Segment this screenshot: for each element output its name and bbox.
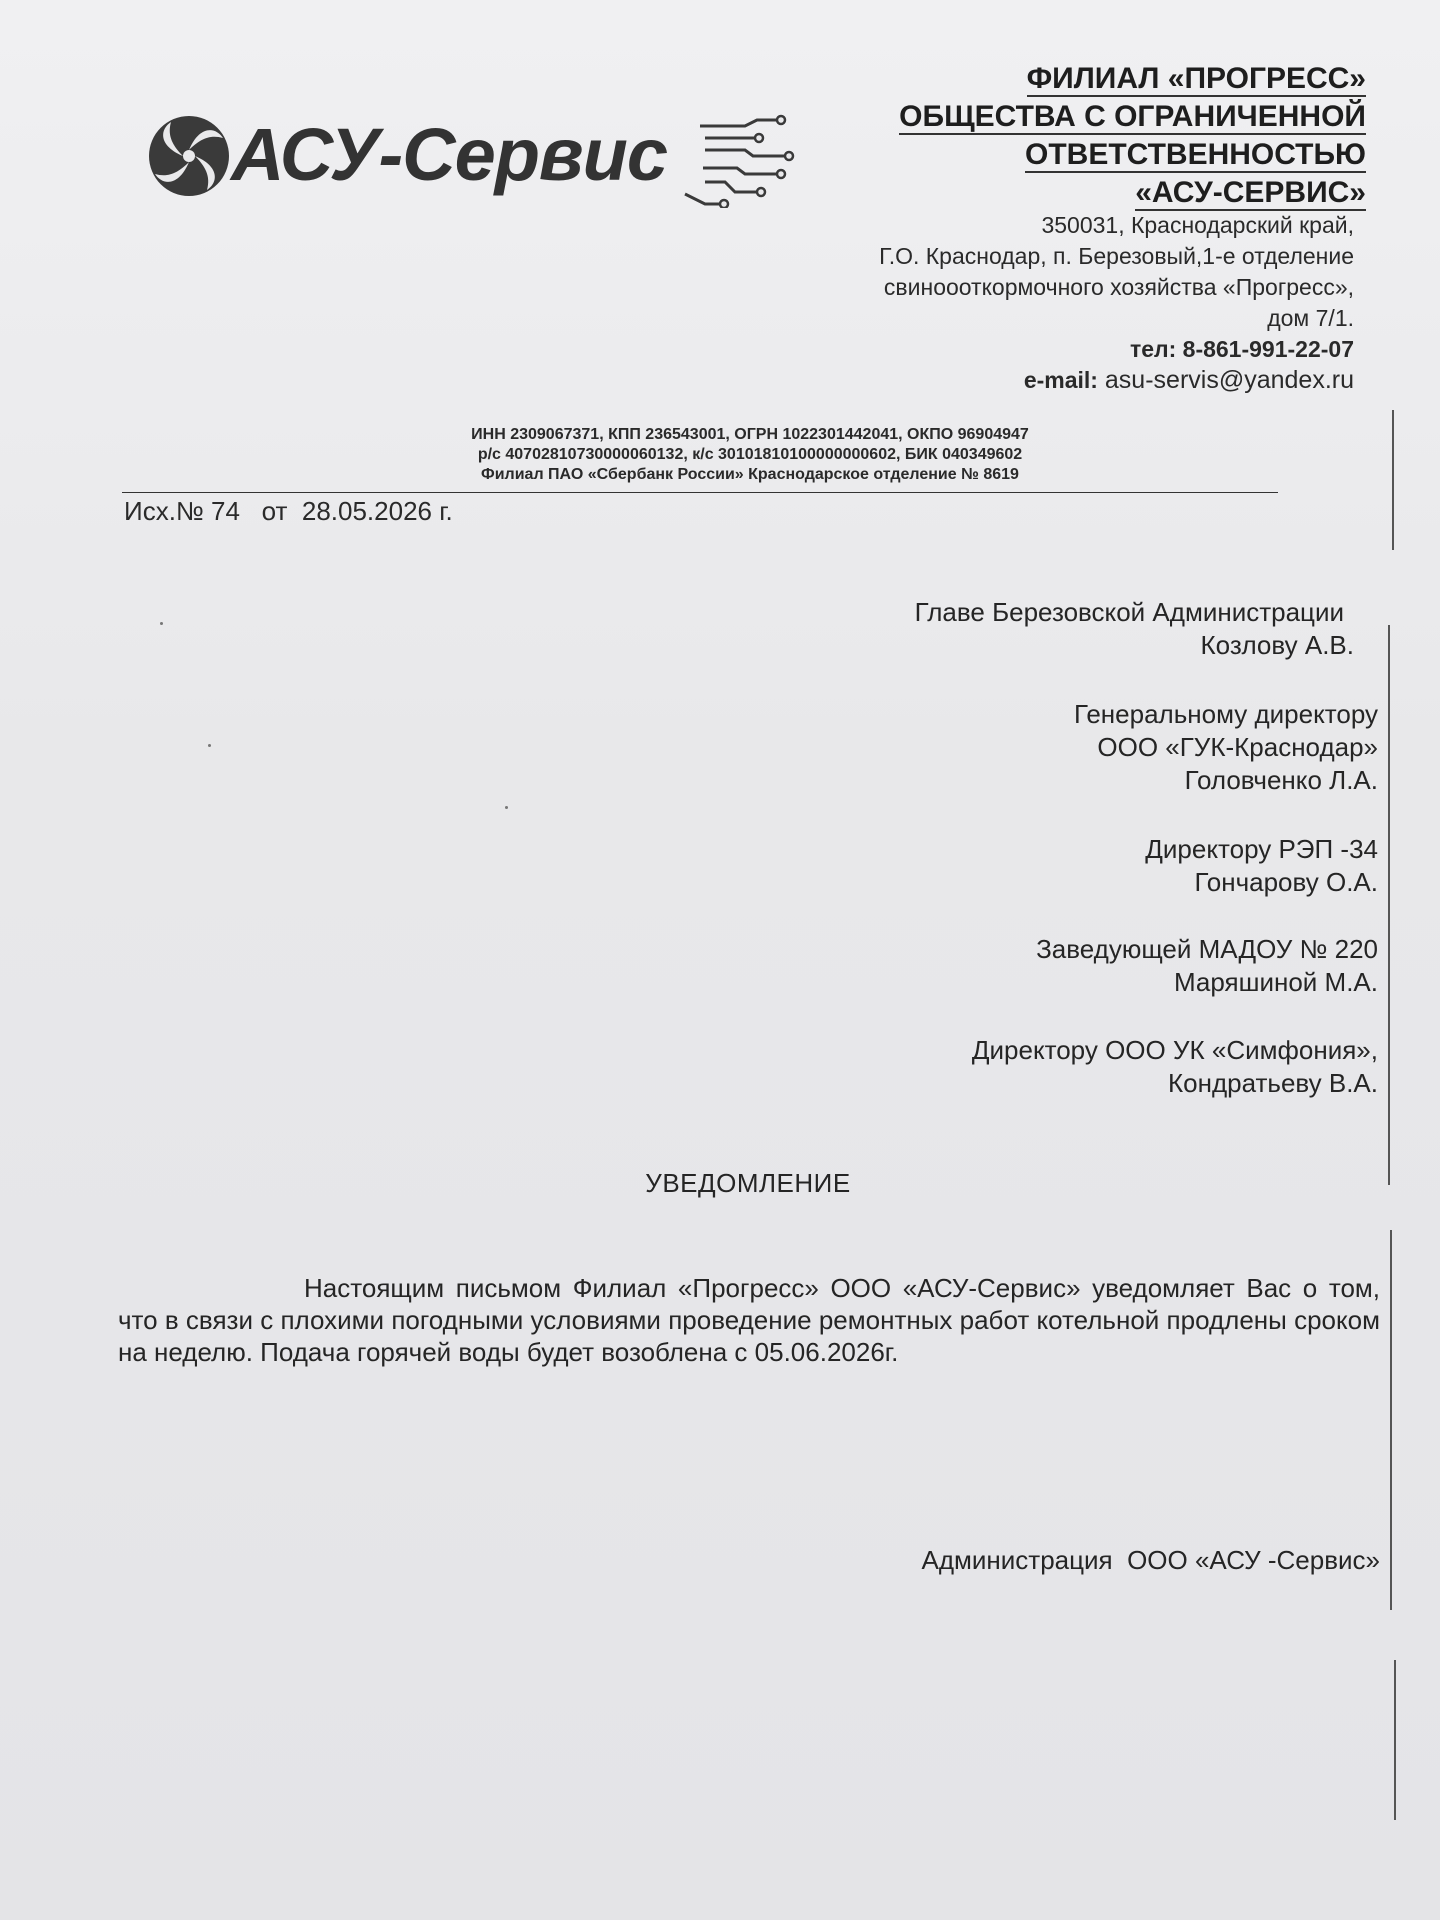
recipient-name: Козлову А.В. — [1200, 630, 1354, 660]
paper-speck — [208, 744, 211, 747]
recipient-position: Заведующей МАДОУ № 220 — [1036, 934, 1378, 964]
recipient-position: Главе Березовской Администрации — [914, 597, 1344, 627]
recipient — [678, 698, 1378, 797]
outgoing-number: Исх.№ 74 от 28.05.2026 г. — [124, 496, 453, 526]
recipient — [644, 596, 1354, 662]
notice-title: УВЕДОМЛЕНИЕ — [645, 1168, 851, 1198]
paper-speck — [505, 806, 508, 809]
bank-line: Филиал ПАО «Сбербанк России» Краснодарское отделение № 8619 — [481, 466, 1019, 483]
paper-edge-mark — [1390, 1230, 1392, 1610]
email-value: asu-servis@yandex.ru — [1104, 366, 1354, 394]
email-label: e-mail: — [1023, 367, 1098, 393]
phone-line: тел: 8-861-991-22-07 — [1129, 336, 1354, 362]
paper-speck — [160, 622, 163, 625]
recipient-name: Гончарову О.А. — [1194, 867, 1378, 897]
recipient-org: ООО «ГУК-Краснодар» — [1097, 732, 1378, 762]
address-line: свиноооткормочного хозяйства «Прогресс», — [883, 274, 1354, 300]
recipient — [678, 1034, 1378, 1100]
organization-name — [806, 60, 1366, 212]
recipient-name: Головченко Л.А. — [1184, 765, 1378, 795]
recipient-name: Маряшиной М.А. — [1173, 967, 1378, 997]
org-line: ОБЩЕСТВА С ОГРАНИЧЕННОЙ — [899, 100, 1366, 133]
org-line: «АСУ-СЕРВИС» — [1135, 176, 1366, 209]
recipient — [678, 833, 1378, 899]
bank-line: р/с 40702810730000060132, к/с 30101810100000000602, БИК 040349602 — [477, 446, 1023, 463]
logo-text: АСУ-Сервис — [231, 113, 667, 196]
company-logo — [145, 108, 795, 208]
bank-line: ИНН 2309067371, КПП 236543001, ОГРН 1022301442041, ОКПО 96904947 — [471, 426, 1029, 443]
recipient-position: Генеральному директору — [1074, 699, 1378, 729]
bank-details — [300, 425, 1200, 485]
recipient-position: Директору РЭП -34 — [1145, 834, 1378, 864]
signature-line: Администрация ООО «АСУ -Сервис» — [921, 1545, 1380, 1575]
org-line: ОТВЕТСТВЕННОСТЬЮ — [1025, 138, 1366, 171]
paper-edge-mark — [1394, 1660, 1396, 1820]
address-line: 350031, Краснодарский край, — [1041, 212, 1354, 238]
recipient-name: Кондратьеву В.А. — [1168, 1068, 1378, 1098]
paper-edge-mark — [1392, 410, 1394, 550]
address-line: дом 7/1. — [1267, 305, 1354, 331]
email-line — [734, 365, 1354, 396]
address-block — [734, 210, 1354, 396]
paper-edge-mark — [1388, 625, 1390, 1185]
org-line: ФИЛИАЛ «ПРОГРЕСС» — [1026, 62, 1366, 95]
header-divider — [122, 492, 1278, 493]
notice-body: Настоящим письмом Филиал «Прогресс» ООО «АСУ-Сервис» уведомляет Вас о том, что в связи с плохими погодными условиями проведение ремонтных работ котельной продлены сроком на неделю. Подача горячей воды будет возоблена с 05.06.2026г. — [118, 1273, 1380, 1367]
address-line: Г.О. Краснодар, п. Березовый,1-е отделение — [879, 243, 1354, 269]
recipient — [678, 933, 1378, 999]
recipient-position: Директору ООО УК «Симфония», — [971, 1035, 1378, 1065]
